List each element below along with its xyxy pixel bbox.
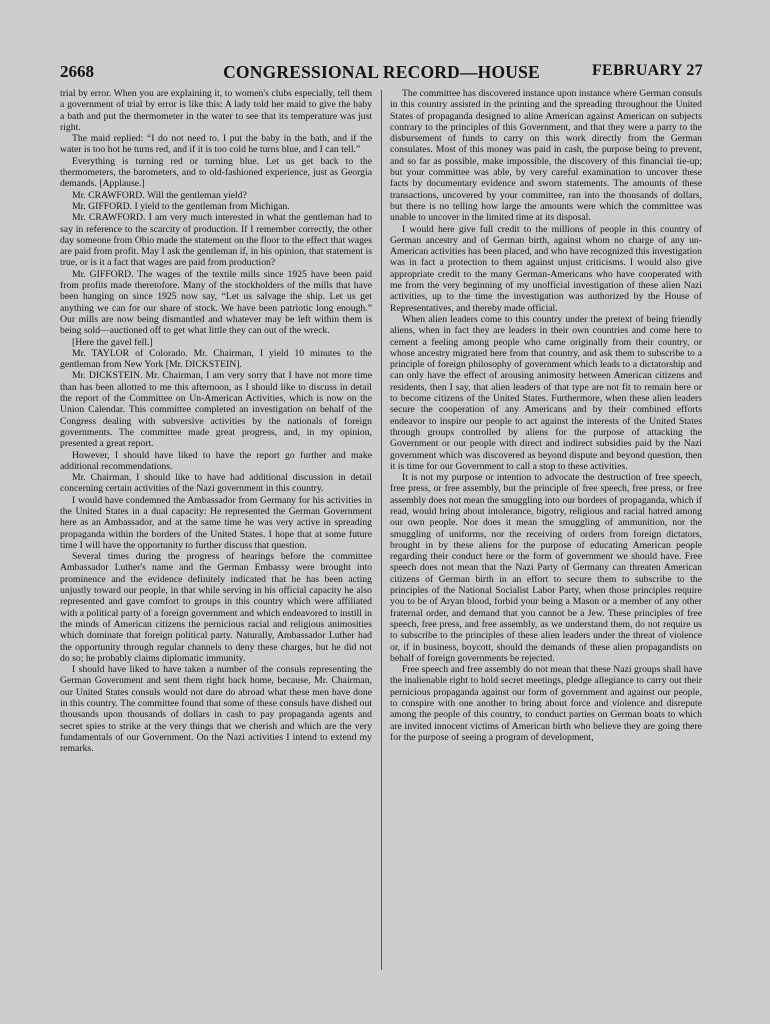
paragraph: The committee has discovered instance upon instance where German consuls in this country assisted in the printing and the spreading throughout the United States of propaganda designed to aline American against American on subjects contrary to the principles of this Government, and that they were a party to the disbursement of funds to carry on this work directly from the German consulates. Most of this money was paid in cash, the purpose being to prevent, and so far as possible, make impossible, the discovery of this financial tie-up; but your committee was able, by very careful examination to uncover these facts by documentary evidence and sworn statements. The amounts of these transactions, uncovered by your committee, ran into the thousands of dollars, but there is no telling how large the amounts were which the committee was unable to uncover in the limited time at its disposal. — [390, 88, 702, 224]
paragraph: Mr. GIFFORD. I yield to the gentleman from Michigan. — [72, 200, 290, 212]
paragraph: Mr. GIFFORD. The wages of the textile mills since 1925 have been paid from profits made theretofore. Many of the stockholders of the mills that have been hanging on since 1925 now say, “Let us salvage the ship. Let us get anything we can for our share of stock. We have been patriotic long enough.” Our mills are now being dismantled and whatever may be left within them is being sold—auctioned off to get what little they can out of the wreck. — [60, 268, 372, 337]
paragraph: The maid replied: “I do not need to. I put the baby in the bath, and if the water is too hot he turns red, and if it is too cold he turns blue, and I can tell.” — [60, 133, 372, 156]
paragraph: Several times during the progress of hearings before the committee Ambassador Luther's name and the German Embassy were brought into prominence and the evidence definitely indicated that he has been acting unjustly toward our people, in that while serving in his official capacity he also represented and gave comfort to groups in this country which were affiliated with a political party of a foreign government and which endeavored to instill in the minds of American citizens the pernicious racial and religious animosities which dominate that foreign political party. Naturally, Ambassador Luther had the opportunity through regular channels to deny these charges, but he did not do so; he probably claims diplomatic immunity. — [60, 551, 372, 664]
right-column — [390, 88, 702, 743]
paragraph: [Here the gavel fell.] — [72, 336, 153, 348]
paragraph: Mr. CRAWFORD. Will the gentleman yield? — [72, 189, 247, 201]
paragraph: Mr. Chairman, I should like to have had additional discussion in detail concerning certain activities of the Nazi government in this country. — [60, 472, 372, 495]
page-header — [60, 62, 703, 84]
paragraph: I would have condemned the Ambassador from Germany for his activities in the United States in a dual capacity: He represented the German Government here as an Ambassador, and at the same time he was very active in spreading propaganda within the borders of the United States. I hope that at some future time I will have the opportunity to further discuss that question. — [60, 494, 372, 551]
paragraph: I would here give full credit to the millions of people in this country of German ancestry and of German birth, against whom no charge of any un-American activities has been placed, and who have recognized this investigation was in fact a protection to them against unjust criticisms. I would also give appropriate credit to the many German-Americans who have cooperated with me from the very beginning of my unofficial investigation of these alien Nazi activities, up to the time the investigation was authorized by the House of Representatives, and thereby made official. — [390, 223, 702, 314]
paragraph: Free speech and free assembly do not mean that these Nazi groups shall have the inalienable right to hold secret meetings, pledge allegiance to carry out their pernicious propaganda against our form of government and against our people, to conspire with one another to bring about force and violence and disrepute among the people of this country, to conduct parties on German boats to which are invited innocent victims of American birth who believe they are going there for the purpose of seeing a program of development, — [390, 664, 702, 743]
page-number: 2668 — [60, 62, 94, 81]
paragraph: I should have liked to have taken a number of the consuls representing the German Government and sent them right back home, because, Mr. Chairman, our United States consuls would not dare do abroad what these men have done in this country. The committee found that some of these consuls have dished out thousands upon thousands of dollars in cash to pay propaganda agents and secret spies to strike at the very things that we cherish and which are the very fundamentals of our Government. On the Nazi activities I intend to extend my remarks. — [60, 664, 372, 755]
paragraph: trial by error. When you are explaining it, to women's clubs especially, tell them a government of trial by error is like this: A lady told her maid to give the baby a bath and put the thermometer in the water to see that its temperature was just right. — [60, 88, 372, 133]
paragraph: Mr. TAYLOR of Colorado. Mr. Chairman, I yield 10 minutes to the gentleman from New York [Mr. DICKSTEIN]. — [60, 347, 372, 371]
paragraph: It is not my purpose or intention to advocate the destruction of free speech, free press, or free assembly, but the principle of free speech, free press, or free assembly does not mean the smuggling into our borders of propaganda, which if read, would bring about intolerance, bigotry, religious and racial hatred among our own people. Nor does it mean the smuggling of ammunition, nor the smuggling of uniforms, nor the receiving of orders from foreign dictators, brought in by these aliens for the purpose of educating American people regarding their conduct here or the form of government we should have. Free speech does not mean that the Nazi Party of Germany can threaten American citizens of German birth in an effort to secure them to subscribe to the principles of the National Socialist Labor Party, when those principles require you to be of Aryan blood, forbid your being a Mason or a member of any other fraternal order, and demand that you cannot be a Jew. These principles of free speech, free press, and free assembly, as we understand them, do not require us to subscribe to the principles of these alien leaders under the threat of violence or, if in business, boycott, should the demands of these alien propagandists on behalf of foreign governments be rejected. — [390, 472, 702, 664]
paragraph: Everything is turning red or turning blue. Let us get back to the thermometers, the barometers, and to old-fashioned experience, just as Georgia demands. [Applause.] — [60, 155, 372, 190]
paragraph: When alien leaders come to this country under the pretext of being friendly aliens, when in fact they are leaders in their own countries and come here to cement a feeling among people who came originally from their country, or whose ancestry migrated here from that country, and ask them to subscribe to a principle of foreign philosophy of government which leads to a dictatorship and can only have the effect of arousing animosity between American citizens and residents, then I say, that alien leaders of that type are not fit to remain here or to become citizens of the United States. Furthermore, when these alien leaders secure the cooperation of any Americans and by their combined efforts endeavor to inspire our people to act against the interests of the United States through groups controlled by aliens for the purpose of attacking the Government or our people with direct and indirect subsidies paid by the Nazi government which was discovered as beyond dispute and beyond question, then it is time for our Government to call a stop to these activities. — [390, 313, 702, 472]
paragraph: Mr. DICKSTEIN. Mr. Chairman, I am very sorry that I have not more time than has been allotted to me this afternoon, as I should like to discuss in detail the report of the Committee on Un-American Activities, which is now on the Union Calendar. This committee completed an investigation on behalf of the Congress dealing with subversive activities by the nationals of foreign governments. The committee made great progress, and, in my opinion, presented a great report. — [60, 370, 372, 450]
page-date: FEBRUARY 27 — [591, 62, 703, 79]
column-divider — [381, 90, 382, 970]
paragraph: However, I should have liked to have the report go further and make additional recommendations. — [60, 449, 372, 472]
left-column — [60, 88, 372, 755]
paragraph: Mr. CRAWFORD. I am very much interested in what the gentleman had to say in reference to the scarcity of production. If I remember correctly, the other day someone from Ohio made the statement on the floor to the effect that wages are paid from profit. May I ask the gentleman if, in his opinion, that statement is true, or is it a fact that wages are paid from production? — [60, 212, 372, 269]
page-title: CONGRESSIONAL RECORD—HOUSE — [223, 62, 540, 82]
